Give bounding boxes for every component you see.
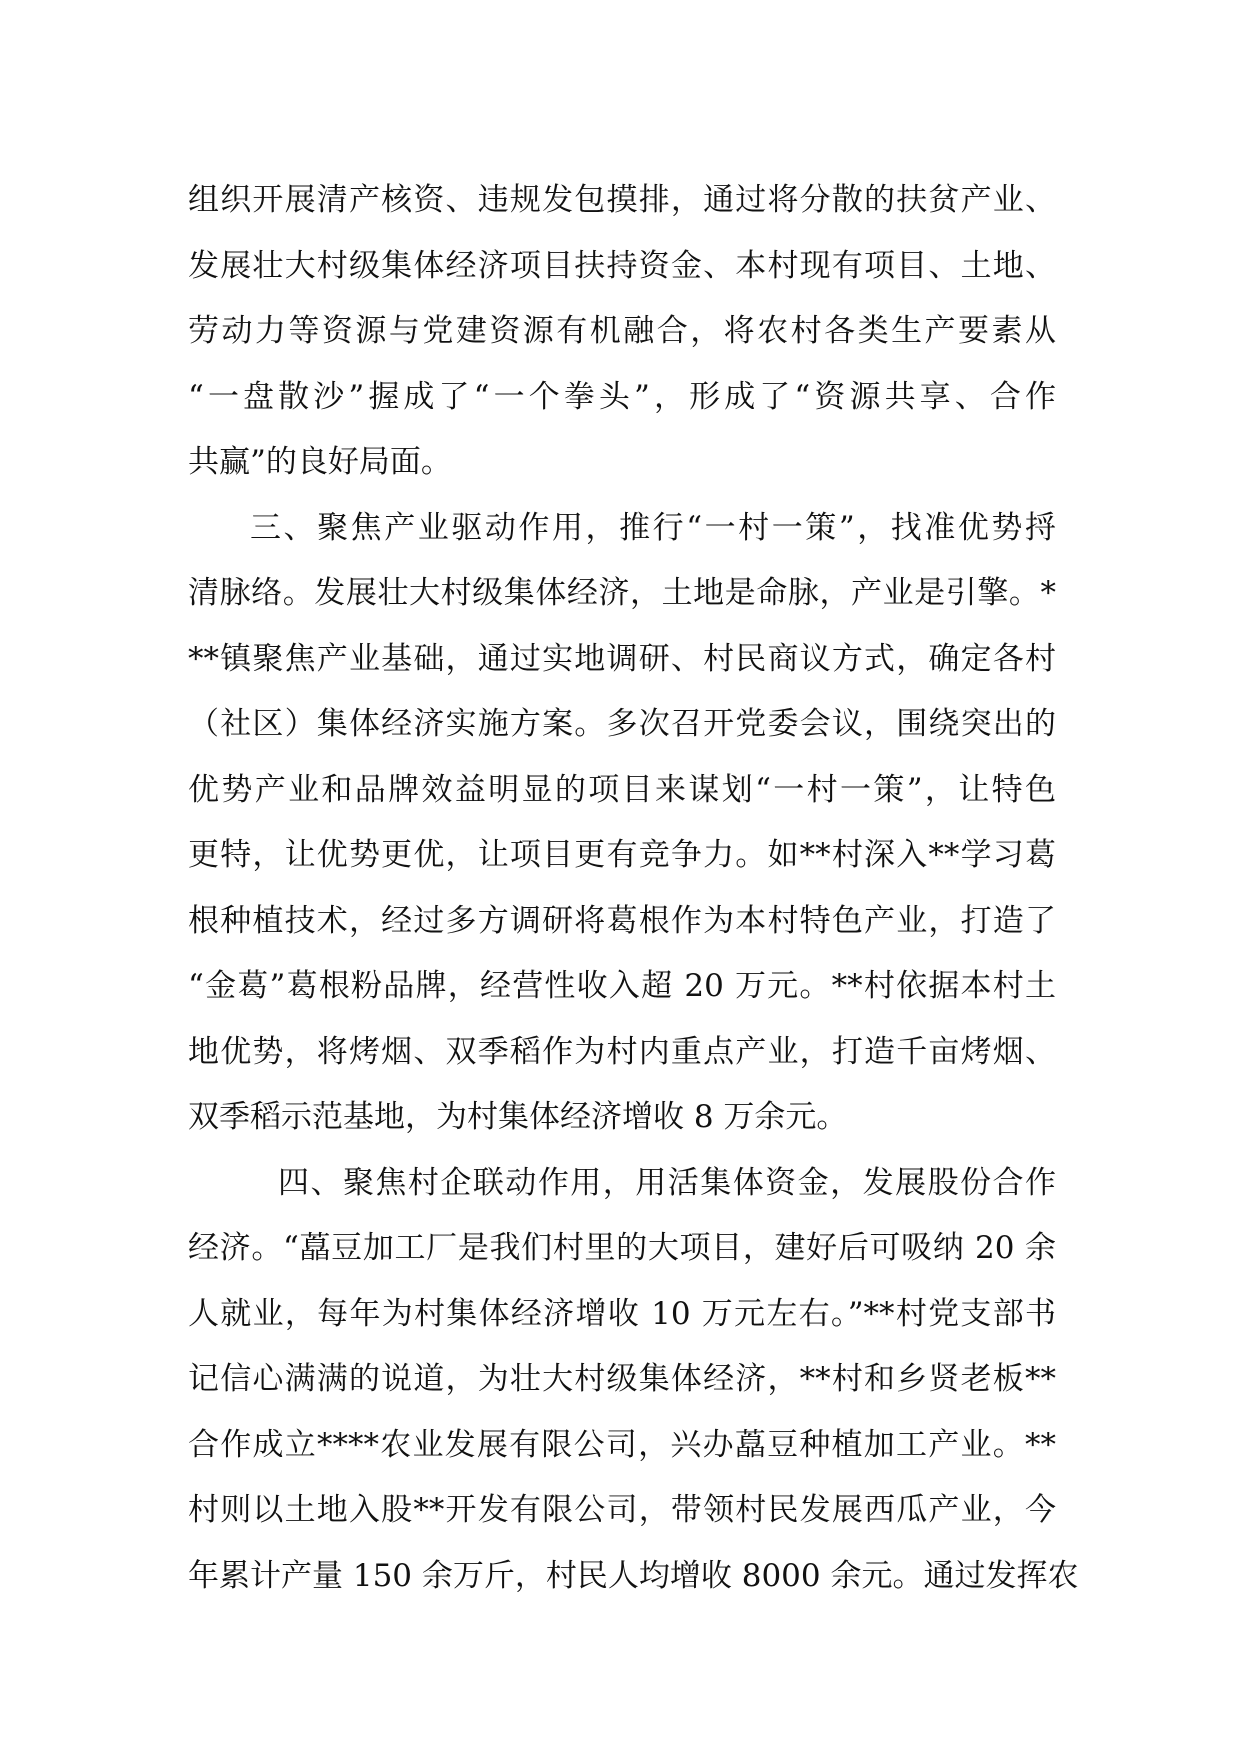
paragraph-2-line-2: 清脉络。发展壮大村级集体经济，土地是命脉，产业是引擎。* — [188, 575, 1056, 611]
paragraph-3-line-7: 年累计产量 150 余万斤，村民人均增收 8000 余元。通过发挥农 — [188, 1557, 1079, 1594]
paragraph-1-line-2: 发展壮大村级集体经济项目扶持资金、本村现有项目、土地、 — [188, 247, 1056, 284]
document-body — [188, 168, 1079, 1609]
paragraph-2-line-4: （社区）集体经济实施方案。多次召开党委会议，围绕突出的 — [188, 706, 1056, 742]
paragraph-3-line-6: 村则以土地入股**开发有限公司，带领村民发展西瓜产业，今 — [188, 1492, 1056, 1528]
paragraph-1-line-1: 组织开展清产核资、违规发包摸排，通过将分散的扶贫产业、 — [188, 182, 1056, 218]
paragraph-1-line-5: 共赢”的良好局面。 — [188, 444, 452, 480]
paragraph-3-line-4: 记信心满满的说道，为壮大村级集体经济，**村和乡贤老板** — [188, 1361, 1056, 1397]
paragraph-3-line-2: 经济。“藠豆加工厂是我们村里的大项目，建好后可吸纳 20 余 — [188, 1230, 1056, 1266]
paragraph-2-line-9: 地优势，将烤烟、双季稻作为村内重点产业，打造千亩烤烟、 — [188, 1033, 1056, 1070]
paragraph-2-line-3: **镇聚焦产业基础，通过实地调研、村民商议方式，确定各村 — [188, 640, 1056, 677]
paragraph-2-line-6: 更特，让优势更优，让项目更有竞争力。如**村深入**学习葛 — [188, 837, 1056, 873]
paragraph-2-line-10: 双季稻示范基地，为村集体经济增收 8 万余元。 — [188, 1099, 848, 1135]
paragraph-1-line-4: “一盘散沙”握成了“一个拳头”，形成了“资源共享、合作 — [188, 378, 1056, 415]
paragraph-2-line-1: 三、聚焦产业驱动作用，推行“一村一策”，找准优势捋 — [250, 509, 1056, 546]
paragraph-2-line-7: 根种植技术，经过多方调研将葛根作为本村特色产业，打造了 — [188, 902, 1056, 939]
paragraph-2-line-8: “金葛”葛根粉品牌，经营性收入超 20 万元。**村依据本村土 — [188, 968, 1056, 1004]
paragraph-2-line-5: 优势产业和品牌效益明显的项目来谋划“一村一策”，让特色 — [188, 771, 1056, 808]
paragraph-3-line-5: 合作成立****农业发展有限公司，兴办藠豆种植加工产业。** — [188, 1426, 1056, 1463]
paragraph-3-line-1: 四、聚焦村企联动作用，用活集体资金，发展股份合作 — [278, 1164, 1056, 1201]
paragraph-3-line-3: 人就业，每年为村集体经济增收 10 万元左右。”**村党支部书 — [188, 1295, 1056, 1332]
paragraph-1-line-3: 劳动力等资源与党建资源有机融合，将农村各类生产要素从 — [188, 313, 1056, 349]
